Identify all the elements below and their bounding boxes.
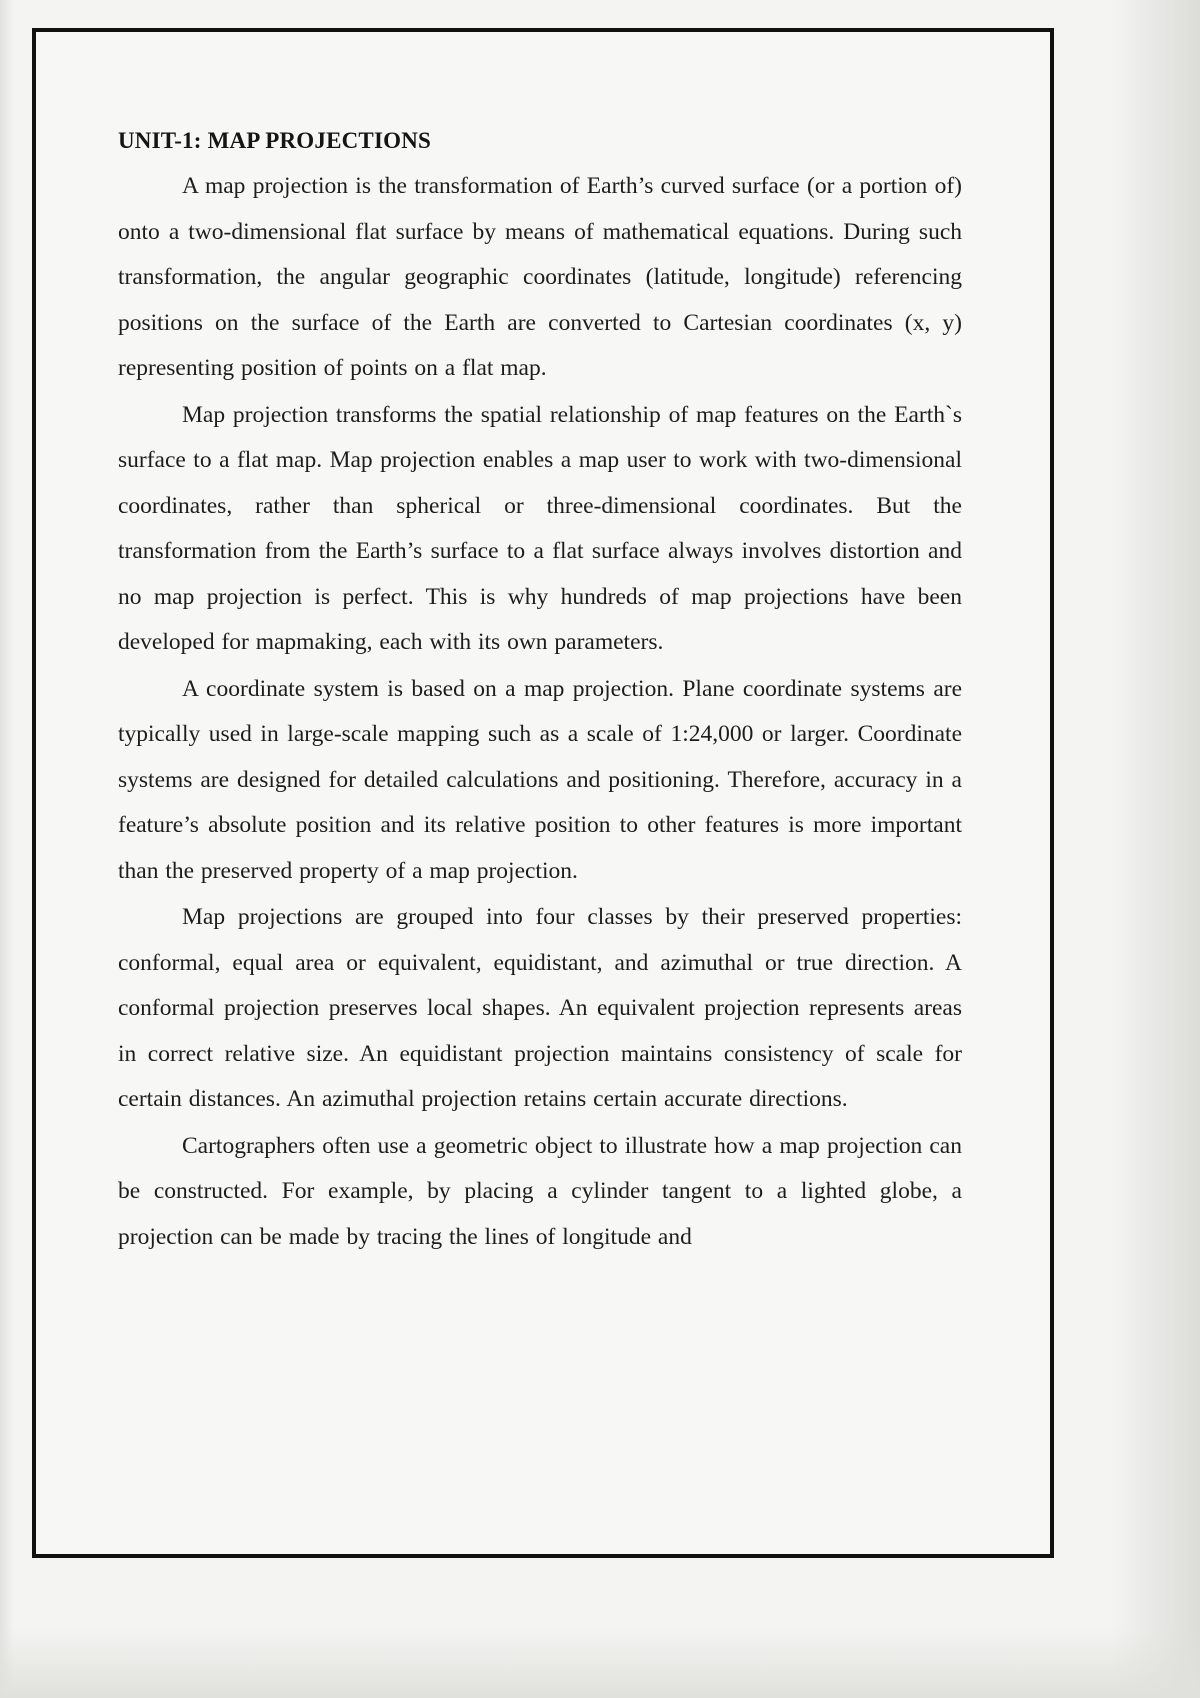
paragraph-projection-classes: Map projections are grouped into four classes by their preserved properties: conformal, equal area or equivalent, equidistant, and azimuthal or true direction. A conformal projection preserves local shapes. An equivalent projection represents areas in correct relative size. An equidistant projection maintains consistency of scale for certain distances. An azimuthal projection retains certain accurate directions. [118,904,962,1112]
scan-edge-left [0,0,14,1698]
unit-heading: UNIT-1: MAP PROJECTIONS [118,128,431,153]
paragraph-definition: A map projection is the transformation of Earth’s curved surface (or a portion of) onto a two-dimensional flat surface by means of mathematical equations. During such transformation, the angular geographic coordinates (latitude, longitude) referencing positions on the surface of the Earth are converted to Cartesian coordinates (x, y) representing position of points on a flat map. [118,173,962,381]
scan-edge-right [1110,0,1200,1698]
scan-edge-bottom [0,1628,1200,1698]
paragraph-coordinate-system: A coordinate system is based on a map projection. Plane coordinate systems are typically used in large-scale mapping such as a scale of 1:24,000 or larger. Coordinate systems are designed for detailed calculations and positioning. Therefore, accuracy in a feature’s absolute position and its relative position to other features is more important than the preserved property of a map projection. [118,675,962,884]
paragraph-geometric-object: Cartographers often use a geometric object to illustrate how a map projection can be constructed. For example, by placing a cylinder tangent to a lighted globe, a projection can be made by tracing the lines of longitude and [118,1132,962,1250]
document-body [118,126,962,1261]
paragraph-transformation: Map projection transforms the spatial relationship of map features on the Earth`s surface to a flat map. Map projection enables a map user to work with two-dimensional coordinates, rather than spherical or three-dimensional coordinates. But the transformation from the Earth’s surface to a flat surface always involves distortion and no map projection is perfect. This is why hundreds of map projections have been developed for mapmaking, each with its own parameters. [118,401,962,655]
